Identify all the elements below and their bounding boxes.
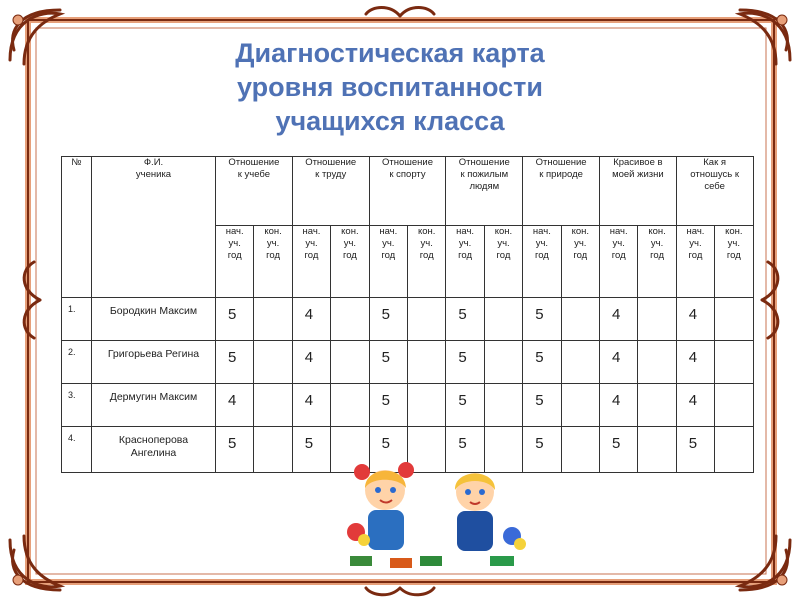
title-line-2: уровня воспитанности (237, 72, 543, 102)
grade-start: 5 (446, 298, 484, 341)
grade-start: 5 (523, 341, 561, 384)
cell-text-line: Григорьева Регина (107, 348, 200, 360)
header-period-end (561, 226, 599, 298)
cell-text-line: Отношение (305, 157, 357, 168)
header-period-end (638, 226, 676, 298)
header-number: № (62, 157, 92, 298)
grade-start: 4 (676, 384, 714, 427)
cell-text-line: год (419, 250, 434, 261)
header-period-end (484, 226, 522, 298)
cell-text-line: год (342, 250, 357, 261)
title-line-1: Диагностическая карта (235, 38, 545, 68)
cell-text-line: нач. (686, 226, 705, 237)
header-criterion (292, 157, 369, 226)
header-period-start (446, 226, 484, 298)
header-period-end (407, 226, 445, 298)
cell-text-line: год (650, 250, 664, 261)
cell-text-line: уч. (689, 238, 702, 249)
page-title (160, 36, 620, 138)
header-period-start (523, 226, 561, 298)
grade-end (561, 384, 599, 427)
cell-text-line: год (611, 250, 626, 261)
row-number: 4. (62, 427, 92, 473)
cell-text-line: уч. (458, 238, 472, 249)
grade-start: 5 (369, 298, 407, 341)
grade-start: 5 (523, 384, 561, 427)
grade-end (254, 427, 292, 473)
cell-text-line: моей жизни (612, 169, 664, 180)
grade-end (484, 298, 522, 341)
header-row-criteria (62, 157, 754, 226)
header-period-end (715, 226, 753, 298)
title-line-3: учащихся класса (275, 106, 505, 136)
student-name (92, 298, 216, 341)
cell-text-line: год (573, 250, 588, 261)
grade-end (638, 298, 676, 341)
header-criterion (216, 157, 293, 226)
cell-text-line: кон. (725, 226, 743, 237)
row-number: 3. (62, 384, 92, 427)
header-period-start (216, 226, 254, 298)
header-criterion (369, 157, 446, 226)
cell-text-line: год (534, 250, 549, 261)
grade-end (331, 341, 369, 384)
table-row (62, 341, 754, 384)
header-period-start (292, 226, 330, 298)
table-row (62, 384, 754, 427)
cell-text-line: год (726, 250, 741, 261)
cell-text-line: уч. (612, 238, 625, 249)
grade-end (638, 341, 676, 384)
cell-text-line: нач. (456, 226, 475, 237)
cell-text-line: уч. (497, 238, 510, 249)
cell-text-line: к учебе (237, 169, 271, 180)
cell-text-line: уч. (343, 238, 357, 249)
grade-start: 4 (599, 384, 637, 427)
grade-end (561, 298, 599, 341)
grade-start: 5 (216, 427, 254, 473)
grade-end (561, 427, 599, 473)
cell-text-line: уч. (420, 238, 433, 249)
cell-text-line: кон. (417, 226, 436, 237)
cell-text-line: нач. (609, 226, 628, 237)
header-criterion (523, 157, 600, 226)
cell-text-line: Дермугин Максим (109, 391, 198, 403)
cell-text-line: уч. (650, 238, 664, 249)
cell-text-line: Красноперова (118, 434, 189, 446)
row-number: 2. (62, 341, 92, 384)
grade-start: 5 (216, 298, 254, 341)
row-number: 1. (62, 298, 92, 341)
header-period-start (369, 226, 407, 298)
grade-start: 4 (599, 341, 637, 384)
grade-start: 5 (676, 427, 714, 473)
table-row (62, 298, 754, 341)
cell-text-line: Красивое в (613, 157, 663, 168)
cell-text-line: нач. (225, 226, 244, 237)
cell-text-line: кон. (341, 226, 359, 237)
cell-text-line: уч. (535, 238, 549, 249)
cell-text-line: год (688, 250, 703, 261)
grade-end (484, 341, 522, 384)
grade-end (331, 298, 369, 341)
grade-start: 4 (292, 384, 330, 427)
children-at-desk-illustration (340, 460, 530, 580)
cell-text-line: Отношение (228, 157, 280, 168)
cell-text-line: к пожилым (460, 169, 509, 180)
cell-text-line: год (227, 250, 242, 261)
cell-text-line: к труду (315, 169, 347, 180)
grade-end (484, 384, 522, 427)
grade-start: 4 (292, 298, 330, 341)
cell-text-line: отношусь к (690, 169, 740, 180)
cell-text-line: к спорту (389, 169, 426, 180)
diagnostic-table (61, 156, 754, 473)
grade-end (715, 341, 753, 384)
cell-text-line: Отношение (458, 157, 510, 168)
grade-start: 4 (216, 384, 254, 427)
cell-text-line: год (458, 250, 473, 261)
grade-start: 5 (369, 384, 407, 427)
grade-start: 5 (369, 427, 407, 473)
cell-text-line: год (496, 250, 511, 261)
grade-start: 5 (599, 427, 637, 473)
header-period-start (676, 226, 714, 298)
grade-start: 5 (446, 384, 484, 427)
cell-text-line: год (381, 250, 396, 261)
grade-start: 5 (292, 427, 330, 473)
header-criterion (599, 157, 676, 226)
header-period-start (599, 226, 637, 298)
cell-text-line: ученика (135, 169, 172, 180)
grade-start: 5 (523, 427, 561, 473)
cell-text-line: Ангелина (130, 447, 177, 459)
cell-text-line: нач. (379, 226, 398, 237)
grade-start: 4 (676, 298, 714, 341)
grade-end (715, 427, 753, 473)
cell-text-line: год (304, 250, 319, 261)
cell-text-line: к природе (539, 169, 583, 180)
grade-start: 5 (369, 341, 407, 384)
cell-text-line: нач. (532, 226, 551, 237)
cell-text-line: нач. (302, 226, 321, 237)
grade-end (638, 384, 676, 427)
cell-text-line: кон. (571, 226, 589, 237)
cell-text-line: уч. (382, 238, 395, 249)
grade-end (715, 384, 753, 427)
grade-end (407, 341, 445, 384)
grade-start: 4 (676, 341, 714, 384)
cell-text-line: уч. (228, 238, 241, 249)
cell-text-line: год (266, 250, 281, 261)
grade-start: 4 (599, 298, 637, 341)
grade-start: 5 (446, 341, 484, 384)
cell-text-line: Бородкин Максим (109, 305, 198, 317)
cell-text-line: кон. (494, 226, 513, 237)
cell-text-line: себе (704, 181, 725, 192)
cell-text-line: уч. (266, 238, 280, 249)
cell-text-line: Отношение (381, 157, 433, 168)
cell-text-line: людям (469, 181, 500, 192)
grade-end (331, 384, 369, 427)
header-criterion (676, 157, 753, 226)
grade-start: 5 (523, 298, 561, 341)
cell-text-line: Как я (703, 157, 727, 168)
cell-text-line: Отношение (535, 157, 587, 168)
grade-end (407, 384, 445, 427)
grade-end (638, 427, 676, 473)
header-period-end (331, 226, 369, 298)
grade-end (561, 341, 599, 384)
cell-text-line: уч. (727, 238, 741, 249)
cell-text-line: кон. (264, 226, 282, 237)
cell-text-line: уч. (574, 238, 587, 249)
grade-end (254, 298, 292, 341)
student-name (92, 427, 216, 473)
student-name (92, 384, 216, 427)
student-name (92, 341, 216, 384)
grade-start: 5 (216, 341, 254, 384)
grade-end (254, 384, 292, 427)
header-period-end (254, 226, 292, 298)
grade-end (407, 298, 445, 341)
cell-text-line: уч. (305, 238, 318, 249)
grade-start: 5 (446, 427, 484, 473)
header-criterion (446, 157, 523, 226)
cell-text-line: Ф.И. (143, 157, 164, 168)
grade-start: 4 (292, 341, 330, 384)
cell-text-line: кон. (648, 226, 666, 237)
grade-end (254, 341, 292, 384)
grade-end (715, 298, 753, 341)
header-student-name (92, 157, 216, 298)
